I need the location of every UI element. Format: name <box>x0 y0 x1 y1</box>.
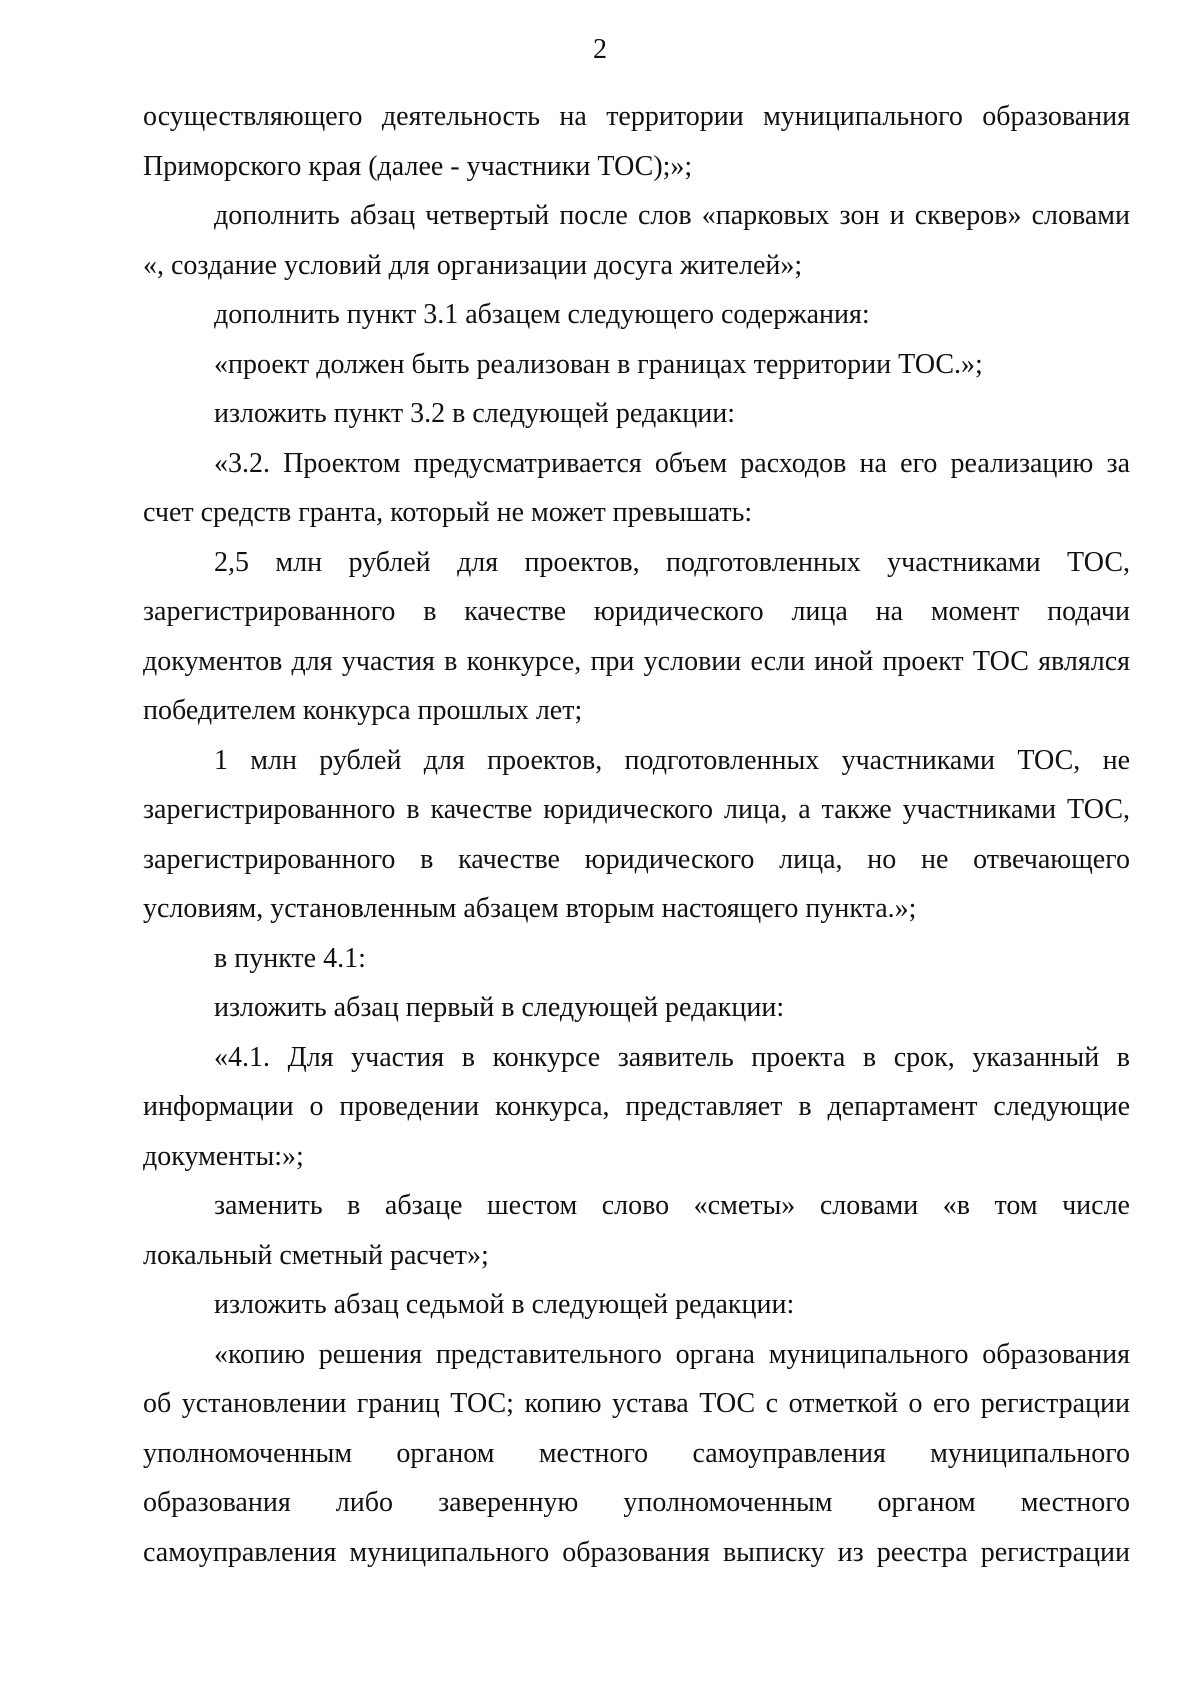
text-line: 1 млн рублей для проектов, подготовленных участниками ТОС, не <box>214 744 1130 776</box>
text-line: в пункте 4.1: <box>214 942 366 974</box>
text-line: Приморского края (далее - участники ТОС);»; <box>143 150 693 182</box>
text-line: документов для участия в конкурсе, при условии если иной проект ТОС являлся <box>143 645 1130 677</box>
page-number: 2 <box>593 34 607 65</box>
text-line: «3.2. Проектом предусматривается объем расходов на его реализацию за <box>214 447 1130 479</box>
text-line: зарегистрированного в качестве юридического лица, а также участниками ТОС, <box>143 794 1130 825</box>
text-line: «проект должен быть реализован в границах территории ТОС.»; <box>214 348 983 380</box>
text-line: «копию решения представительного органа муниципального образования <box>214 1338 1130 1370</box>
text-line: документы:»; <box>143 1140 304 1172</box>
text-line: осуществляющего деятельность на территории муниципального образования <box>143 101 1130 132</box>
text-line: дополнить абзац четвертый после слов «парковых зон и скверов» словами <box>214 200 1130 231</box>
document-body <box>143 92 1130 1577</box>
text-line: уполномоченным органом местного самоуправления муниципального <box>143 1437 1130 1469</box>
text-line: образования либо заверенную уполномоченным органом местного <box>143 1487 1130 1518</box>
text-line: зарегистрированного в качестве юридического лица на момент подачи <box>143 596 1130 627</box>
text-line: «4.1. Для участия в конкурсе заявитель проекта в срок, указанный в <box>214 1041 1130 1073</box>
text-line: изложить абзац седьмой в следующей редакции: <box>214 1289 795 1320</box>
text-line: 2,5 млн рублей для проектов, подготовленных участниками ТОС, <box>214 546 1130 578</box>
text-line: заменить в абзаце шестом слово «сметы» словами «в том числе <box>214 1190 1130 1221</box>
text-line: «, создание условий для организации досуга жителей»; <box>143 249 803 281</box>
text-line: изложить пункт 3.2 в следующей редакции: <box>214 398 735 429</box>
text-line: самоуправления муниципального образования выписку из реестра регистрации <box>143 1536 1130 1568</box>
text-line: дополнить пункт 3.1 абзацем следующего содержания: <box>214 299 870 330</box>
text-line: счет средств гранта, который не может превышать: <box>143 497 753 528</box>
text-line: об установлении границ ТОС; копию устава ТОС с отметкой о его регистрации <box>143 1388 1130 1419</box>
text-line: условиям, установленным абзацем вторым настоящего пункта.»; <box>143 893 917 924</box>
text-line: победителем конкурса прошлых лет; <box>143 695 583 726</box>
text-line: изложить абзац первый в следующей редакции: <box>214 992 785 1023</box>
text-line: зарегистрированного в качестве юридического лица, но не отвечающего <box>143 843 1130 875</box>
text-line: информации о проведении конкурса, представляет в департамент следующие <box>143 1091 1130 1122</box>
text-line: локальный сметный расчет»; <box>143 1239 489 1271</box>
